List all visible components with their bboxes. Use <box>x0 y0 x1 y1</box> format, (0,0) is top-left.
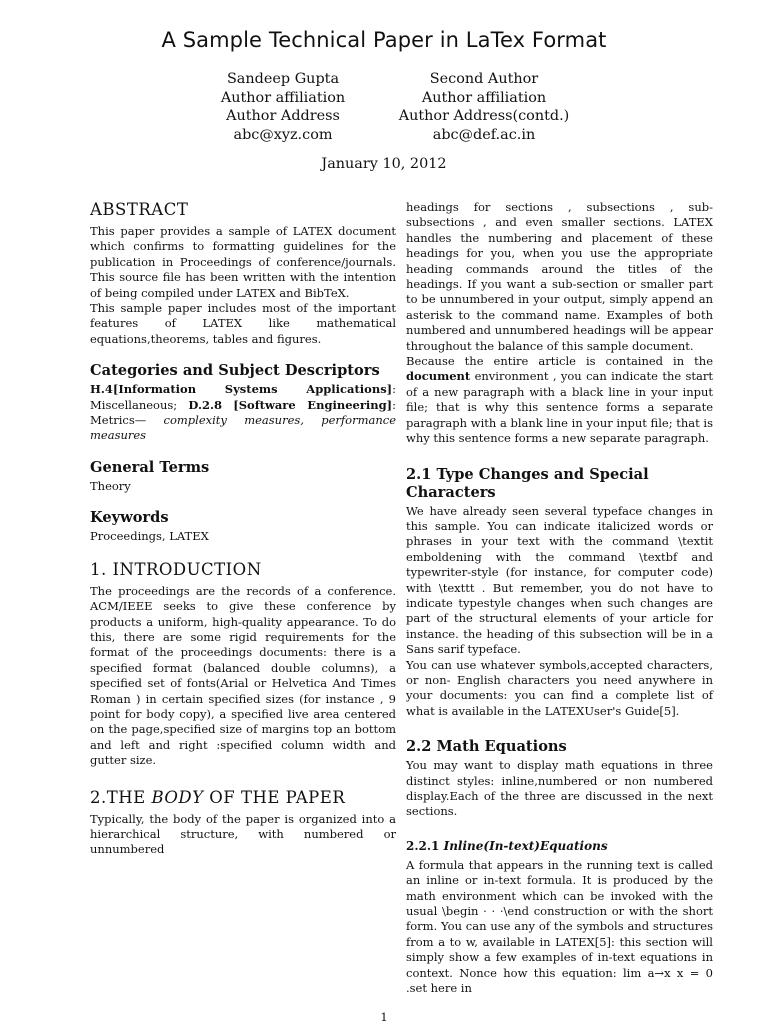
author-address: Author Address(contd.) <box>398 108 570 124</box>
paper-title: A Sample Technical Paper in LaTex Format <box>161 28 607 52</box>
page-number: 1 <box>380 1010 388 1024</box>
body-paragraph: Typically, the body of the paper is organized into a hierarchical structure, with numbered or unnumbered <box>90 811 396 857</box>
author-1 <box>188 70 378 144</box>
keywords-heading: Keywords <box>90 509 169 527</box>
section-paragraph: You can use whatever symbols,accepted characters, or non- English characters you need anywhere in your documents: you can find a complete list of what is available in the LATEXUser's Guide[5]. <box>406 657 713 718</box>
category-subjects: complexity measures, performance measures <box>90 413 396 443</box>
section-paragraph: You may want to display math equations in three distinct styles: inline,numbered or non numbered display.Each of the three are discussed in the next sections. <box>406 758 713 819</box>
abstract-paragraph: This paper provides a sample of LATEX document which confirms to formatting guidelines for the publication in Proceedings of conference/journals. This source file has been written with the intention of being compiled under LATEX and BibTeX. <box>90 224 396 300</box>
section-paragraph: Because the entire article is contained in the document environment , you can indicate the start of a new paragraph with a black line in your input file; that is why this sentence forms a separate paragraph with a blank line in your input file; that is why this sentence forms a new separate paragraph. <box>406 354 713 446</box>
section-paragraph: headings for sections , subsections , sub-subsections , and even smaller sections. LATEX handles the numbering and placement of these headings for you, when you use the appropriate heading commands around the titles of the headings. If you want a sub-section or smaller part to be unnumbered in your output, simply append an asterisk to the command name. Examples of both numbered and unnumbered headings will be appear throughout the balance of this sample document. <box>406 200 713 353</box>
author-address: Author Address <box>226 108 340 124</box>
left-column <box>90 200 396 858</box>
section-paragraph: A formula that appears in the running text is called an inline or in-text formula. It is produced by the math environment which can be invoked with the usual \begin · · ·\end construction or with the short form. You can use any of the symbols and structures from a to w, available in LATEX[5]: this section will simply show a few examples of in-text equations in context. Nonce how this equation: lim a→x x = 0 .set here in <box>406 857 713 996</box>
general-terms-heading: General Terms <box>90 458 210 476</box>
right-column <box>406 200 713 996</box>
general-terms-text: Theory <box>90 478 131 493</box>
category-code: H.4 <box>90 382 113 397</box>
category-name: [Information Systems Applications] <box>112 382 393 397</box>
section-2-1-heading: 2.1 Type Changes and Special Characters <box>406 465 649 501</box>
author-2 <box>388 70 580 144</box>
section-2-2-heading: 2.2 Math Equations <box>406 738 567 756</box>
section-2-2-1-heading: 2.2.1 Inline(In-text)Equations <box>406 838 608 853</box>
categories-heading: Categories and Subject Descriptors <box>90 362 380 380</box>
abstract-heading: ABSTRACT <box>90 200 189 219</box>
introduction-paragraph: The proceedings are the records of a conference. ACM/IEEE seeks to give these conference by products a uniform, high-quality appearance. To do this, there are some rigid requirements for the format of the proceedings documents: there is a specified format (balanced double columns), a specified set of fonts(Arial or Helvetica And Times Roman ) in certain specified sizes (for instance , 9 point for body copy), a specified live area centered on the page,specified size of margins top an bottom and left and right :specified column width and gutter size. <box>90 583 396 768</box>
author-email: abc@xyz.com <box>233 126 333 143</box>
introduction-heading: 1. INTRODUCTION <box>90 559 262 579</box>
categories-text: H.4[Information Systems Applications]: Miscellaneous; D.2.8 [Software Engineering]: Metrics— complexity measures, performance measures <box>90 382 396 443</box>
author-affiliation: Author affiliation <box>220 89 346 106</box>
author-name: Second Author <box>429 71 539 87</box>
author-email: abc@def.ac.in <box>432 126 536 143</box>
body-heading: 2.THE BODY OF THE PAPER <box>90 787 346 807</box>
author-affiliation: Author affiliation <box>421 89 547 106</box>
keywords-text: Proceedings, LATEX <box>90 529 209 544</box>
category-name: [Software Engineering] <box>233 397 393 412</box>
category-code: D.2.8 <box>188 397 222 412</box>
section-paragraph: We have already seen several typeface changes in this sample. You can indicate italicized words or phrases in your text with the command \textit emboldening with the command \textbf and typewriter-style (for instance, for computer code) with \texttt . But remember, you do not have to indicate typestyle changes when such changes are part of the structural elements of your article for instance. the heading of this subsection will be in a Sans sarif typeface. <box>406 503 713 657</box>
abstract-paragraph: This sample paper includes most of the important features of LATEX like mathematical equations,theorems, tables and figures. <box>90 301 396 346</box>
author-block <box>0 70 768 146</box>
author-name: Sandeep Gupta <box>226 71 340 87</box>
paper-date: January 10, 2012 <box>321 156 447 172</box>
